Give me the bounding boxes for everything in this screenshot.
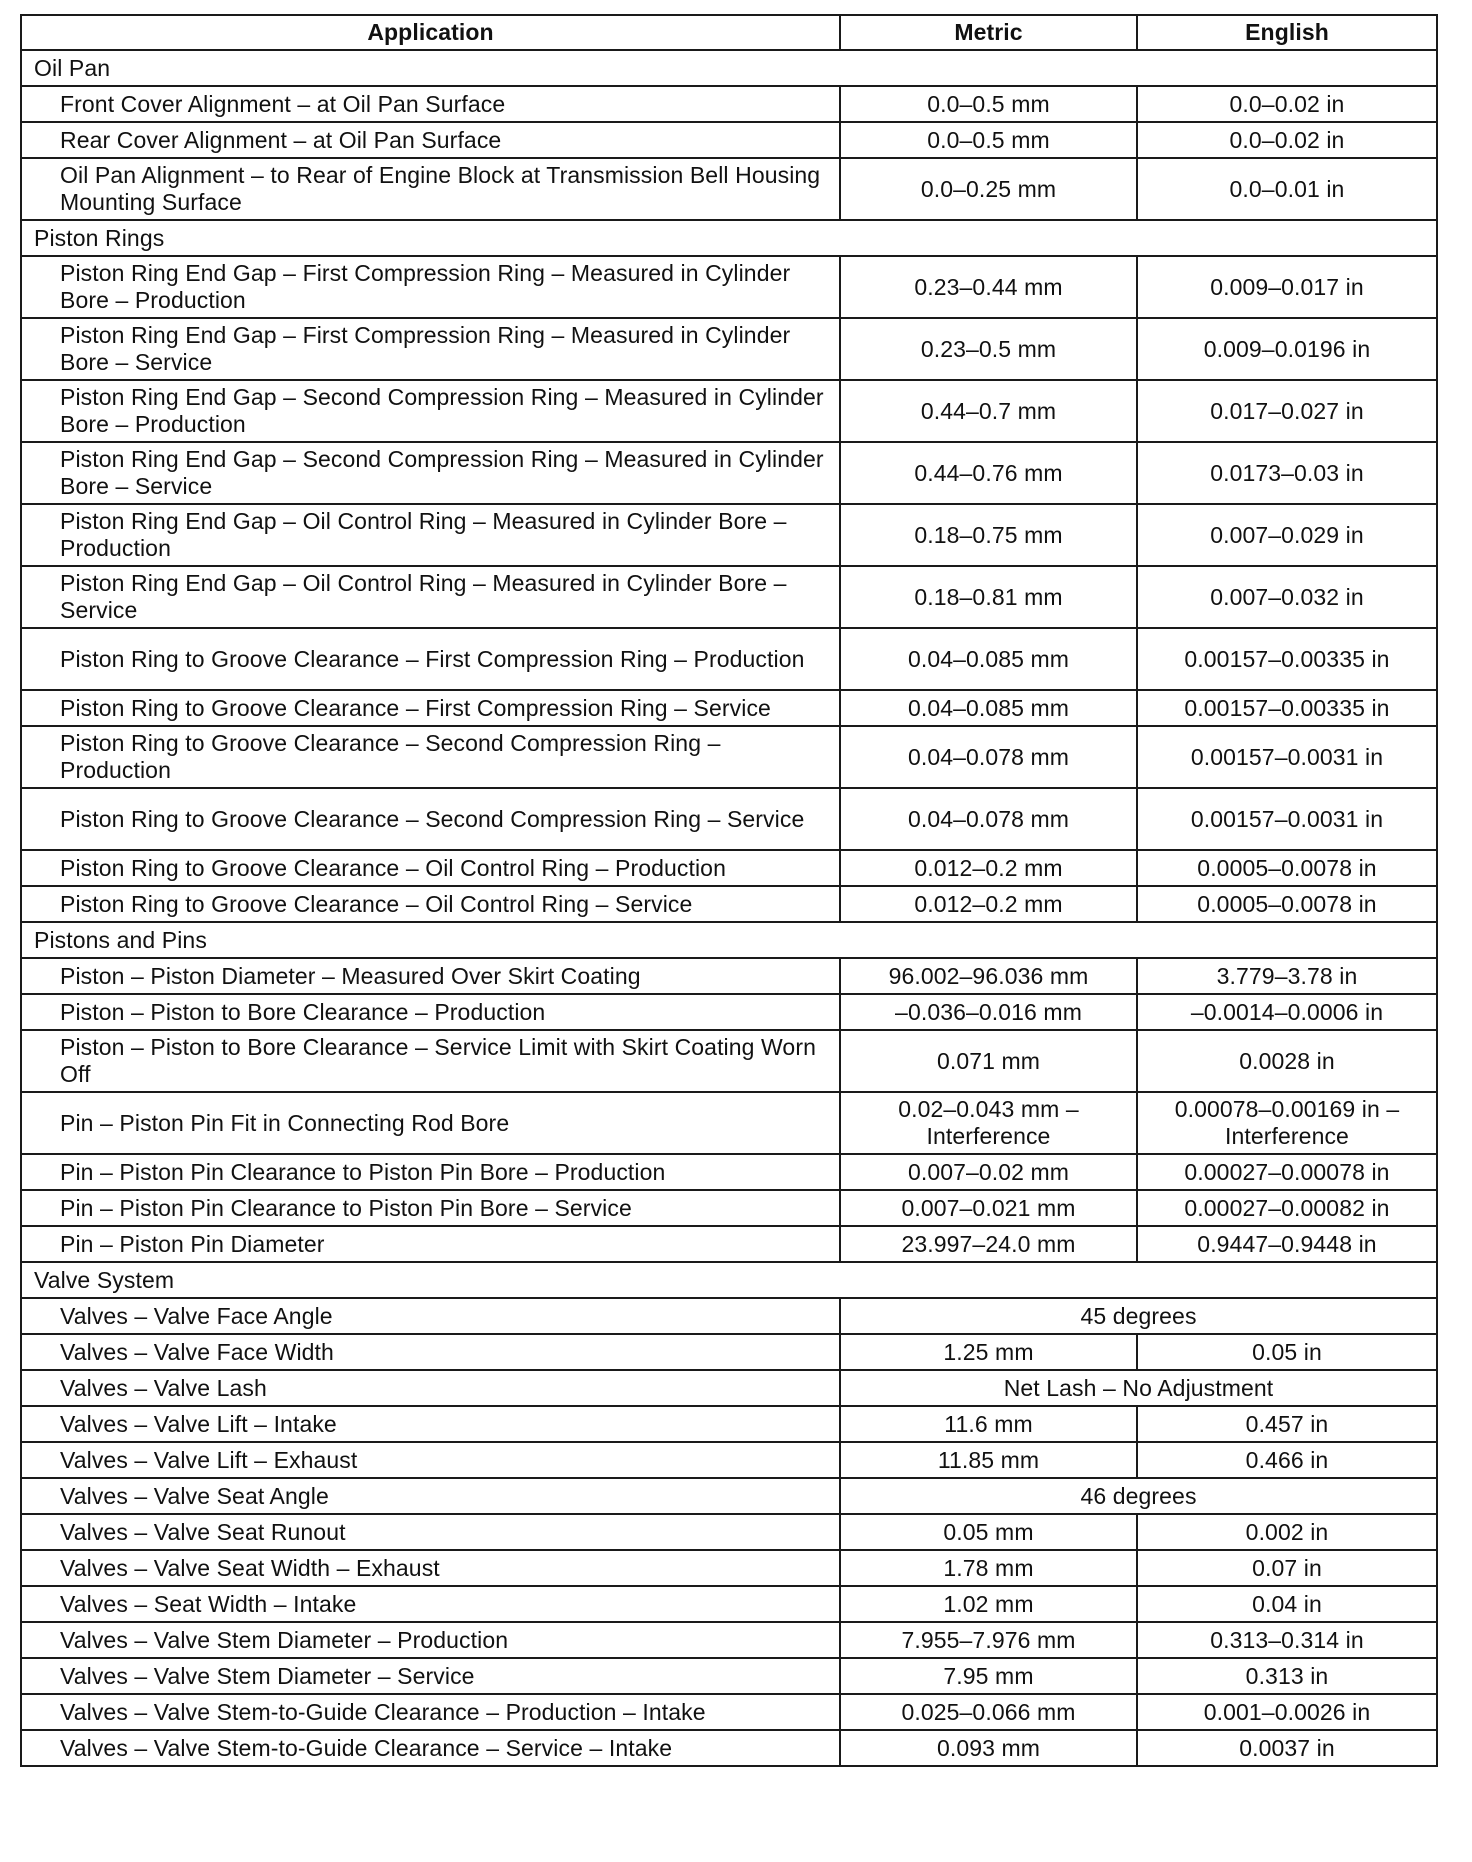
metric-cell: 0.093 mm [840,1730,1137,1766]
table-row [21,1658,1437,1694]
metric-cell: 0.0–0.25 mm [840,158,1137,220]
application-cell: Pin – Piston Pin Fit in Connecting Rod Bore [21,1092,840,1154]
english-cell: 0.00078–0.00169 in – Interference [1137,1092,1437,1154]
application-cell: Valves – Seat Width – Intake [21,1586,840,1622]
english-cell: 0.00027–0.00082 in [1137,1190,1437,1226]
table-row [21,122,1437,158]
table-row [21,504,1437,566]
table-row [21,788,1437,850]
application-cell: Piston Ring to Groove Clearance – First Compression Ring – Service [21,690,840,726]
english-cell: 0.00157–0.0031 in [1137,788,1437,850]
section-row [21,220,1437,256]
application-cell: Valves – Valve Seat Runout [21,1514,840,1550]
application-cell: Valves – Valve Seat Angle [21,1478,840,1514]
table-row [21,1730,1437,1766]
table-row [21,1478,1437,1514]
specifications-table [20,14,1438,1767]
table-row [21,628,1437,690]
metric-cell: 7.95 mm [840,1658,1137,1694]
application-cell: Valves – Valve Lift – Intake [21,1406,840,1442]
metric-cell: 0.007–0.02 mm [840,1154,1137,1190]
header-english: English [1137,15,1437,50]
table-row [21,1092,1437,1154]
table-row [21,1334,1437,1370]
application-cell: Pin – Piston Pin Clearance to Piston Pin Bore – Service [21,1190,840,1226]
section-row [21,922,1437,958]
metric-cell: 0.04–0.078 mm [840,788,1137,850]
metric-cell: 1.02 mm [840,1586,1137,1622]
table-row [21,1586,1437,1622]
table-row [21,690,1437,726]
english-cell: 0.0–0.02 in [1137,122,1437,158]
metric-cell: 0.18–0.75 mm [840,504,1137,566]
application-cell: Piston Ring End Gap – First Compression Ring – Measured in Cylinder Bore – Production [21,256,840,318]
table-row [21,86,1437,122]
metric-cell: –0.036–0.016 mm [840,994,1137,1030]
metric-cell: 11.6 mm [840,1406,1137,1442]
metric-cell: 0.04–0.085 mm [840,628,1137,690]
table-row [21,1298,1437,1334]
english-cell: 0.00157–0.00335 in [1137,628,1437,690]
table-row [21,1442,1437,1478]
english-cell: 0.0–0.01 in [1137,158,1437,220]
application-cell: Piston Ring to Groove Clearance – Oil Control Ring – Service [21,886,840,922]
metric-cell: 1.25 mm [840,1334,1137,1370]
english-cell: 0.0028 in [1137,1030,1437,1092]
table-row [21,1514,1437,1550]
application-cell: Pin – Piston Pin Clearance to Piston Pin Bore – Production [21,1154,840,1190]
application-cell: Piston Ring to Groove Clearance – Second Compression Ring – Service [21,788,840,850]
english-cell: 0.0173–0.03 in [1137,442,1437,504]
section-title: Piston Rings [21,220,1437,256]
application-cell: Piston Ring End Gap – First Compression Ring – Measured in Cylinder Bore – Service [21,318,840,380]
metric-cell: 0.05 mm [840,1514,1137,1550]
table-row [21,726,1437,788]
english-cell: 0.007–0.032 in [1137,566,1437,628]
english-cell: 0.313–0.314 in [1137,1622,1437,1658]
application-cell: Valves – Valve Seat Width – Exhaust [21,1550,840,1586]
metric-cell: 0.04–0.078 mm [840,726,1137,788]
application-cell: Piston – Piston to Bore Clearance – Service Limit with Skirt Coating Worn Off [21,1030,840,1092]
table-row [21,1406,1437,1442]
application-cell: Piston Ring to Groove Clearance – Second Compression Ring – Production [21,726,840,788]
english-cell: 0.04 in [1137,1586,1437,1622]
table-row [21,1030,1437,1092]
table-row [21,318,1437,380]
application-cell: Piston Ring to Groove Clearance – Oil Control Ring – Production [21,850,840,886]
metric-cell: 0.02–0.043 mm – Interference [840,1092,1137,1154]
english-cell: 0.0005–0.0078 in [1137,886,1437,922]
application-cell: Piston Ring End Gap – Oil Control Ring – Measured in Cylinder Bore – Production [21,504,840,566]
table-row [21,994,1437,1030]
english-cell: 0.017–0.027 in [1137,380,1437,442]
metric-cell: 0.44–0.76 mm [840,442,1137,504]
english-cell: 0.466 in [1137,1442,1437,1478]
table-row [21,442,1437,504]
english-cell: 3.779–3.78 in [1137,958,1437,994]
application-cell: Piston – Piston to Bore Clearance – Production [21,994,840,1030]
table-row [21,1370,1437,1406]
application-cell: Rear Cover Alignment – at Oil Pan Surface [21,122,840,158]
metric-cell: 0.23–0.44 mm [840,256,1137,318]
metric-cell: 7.955–7.976 mm [840,1622,1137,1658]
table-row [21,1154,1437,1190]
application-cell: Piston Ring End Gap – Oil Control Ring – Measured in Cylinder Bore – Service [21,566,840,628]
application-cell: Valves – Valve Stem-to-Guide Clearance – Service – Intake [21,1730,840,1766]
english-cell: 0.9447–0.9448 in [1137,1226,1437,1262]
application-cell: Valves – Valve Lash [21,1370,840,1406]
header-metric: Metric [840,15,1137,50]
application-cell: Piston Ring End Gap – Second Compression Ring – Measured in Cylinder Bore – Service [21,442,840,504]
table-row [21,1622,1437,1658]
combined-value-cell: 45 degrees [840,1298,1437,1334]
metric-cell: 23.997–24.0 mm [840,1226,1137,1262]
metric-cell: 0.012–0.2 mm [840,886,1137,922]
metric-cell: 0.0–0.5 mm [840,86,1137,122]
application-cell: Pin – Piston Pin Diameter [21,1226,840,1262]
application-cell: Valves – Valve Face Angle [21,1298,840,1334]
metric-cell: 0.071 mm [840,1030,1137,1092]
table-body [21,50,1437,1766]
english-cell: 0.0037 in [1137,1730,1437,1766]
table-row [21,850,1437,886]
english-cell: 0.07 in [1137,1550,1437,1586]
metric-cell: 0.23–0.5 mm [840,318,1137,380]
english-cell: 0.002 in [1137,1514,1437,1550]
table-row [21,158,1437,220]
table-row [21,1190,1437,1226]
application-cell: Valves – Valve Lift – Exhaust [21,1442,840,1478]
english-cell: 0.05 in [1137,1334,1437,1370]
combined-value-cell: Net Lash – No Adjustment [840,1370,1437,1406]
application-cell: Valves – Valve Stem-to-Guide Clearance – Production – Intake [21,1694,840,1730]
english-cell: 0.00157–0.00335 in [1137,690,1437,726]
table-row [21,1694,1437,1730]
english-cell: 0.00157–0.0031 in [1137,726,1437,788]
table-row [21,1550,1437,1586]
english-cell: 0.313 in [1137,1658,1437,1694]
metric-cell: 0.04–0.085 mm [840,690,1137,726]
table-row [21,958,1437,994]
application-cell: Piston – Piston Diameter – Measured Over Skirt Coating [21,958,840,994]
metric-cell: 0.025–0.066 mm [840,1694,1137,1730]
english-cell: 0.0–0.02 in [1137,86,1437,122]
application-cell: Valves – Valve Stem Diameter – Production [21,1622,840,1658]
table-row [21,380,1437,442]
application-cell: Valves – Valve Face Width [21,1334,840,1370]
table-row [21,566,1437,628]
english-cell: –0.0014–0.0006 in [1137,994,1437,1030]
application-cell: Piston Ring End Gap – Second Compression Ring – Measured in Cylinder Bore – Production [21,380,840,442]
english-cell: 0.007–0.029 in [1137,504,1437,566]
metric-cell: 0.44–0.7 mm [840,380,1137,442]
application-cell: Front Cover Alignment – at Oil Pan Surface [21,86,840,122]
metric-cell: 1.78 mm [840,1550,1137,1586]
english-cell: 0.001–0.0026 in [1137,1694,1437,1730]
section-title: Pistons and Pins [21,922,1437,958]
metric-cell: 0.18–0.81 mm [840,566,1137,628]
application-cell: Piston Ring to Groove Clearance – First Compression Ring – Production [21,628,840,690]
section-title: Valve System [21,1262,1437,1298]
application-cell: Oil Pan Alignment – to Rear of Engine Block at Transmission Bell Housing Mounting Surface [21,158,840,220]
header-application: Application [21,15,840,50]
header-row [21,15,1437,50]
english-cell: 0.00027–0.00078 in [1137,1154,1437,1190]
combined-value-cell: 46 degrees [840,1478,1437,1514]
section-row [21,1262,1437,1298]
english-cell: 0.0005–0.0078 in [1137,850,1437,886]
section-row [21,50,1437,86]
metric-cell: 11.85 mm [840,1442,1137,1478]
section-title: Oil Pan [21,50,1437,86]
metric-cell: 0.0–0.5 mm [840,122,1137,158]
table-row [21,256,1437,318]
english-cell: 0.009–0.017 in [1137,256,1437,318]
english-cell: 0.009–0.0196 in [1137,318,1437,380]
metric-cell: 0.012–0.2 mm [840,850,1137,886]
metric-cell: 0.007–0.021 mm [840,1190,1137,1226]
table-row [21,1226,1437,1262]
english-cell: 0.457 in [1137,1406,1437,1442]
application-cell: Valves – Valve Stem Diameter – Service [21,1658,840,1694]
table-row [21,886,1437,922]
metric-cell: 96.002–96.036 mm [840,958,1137,994]
